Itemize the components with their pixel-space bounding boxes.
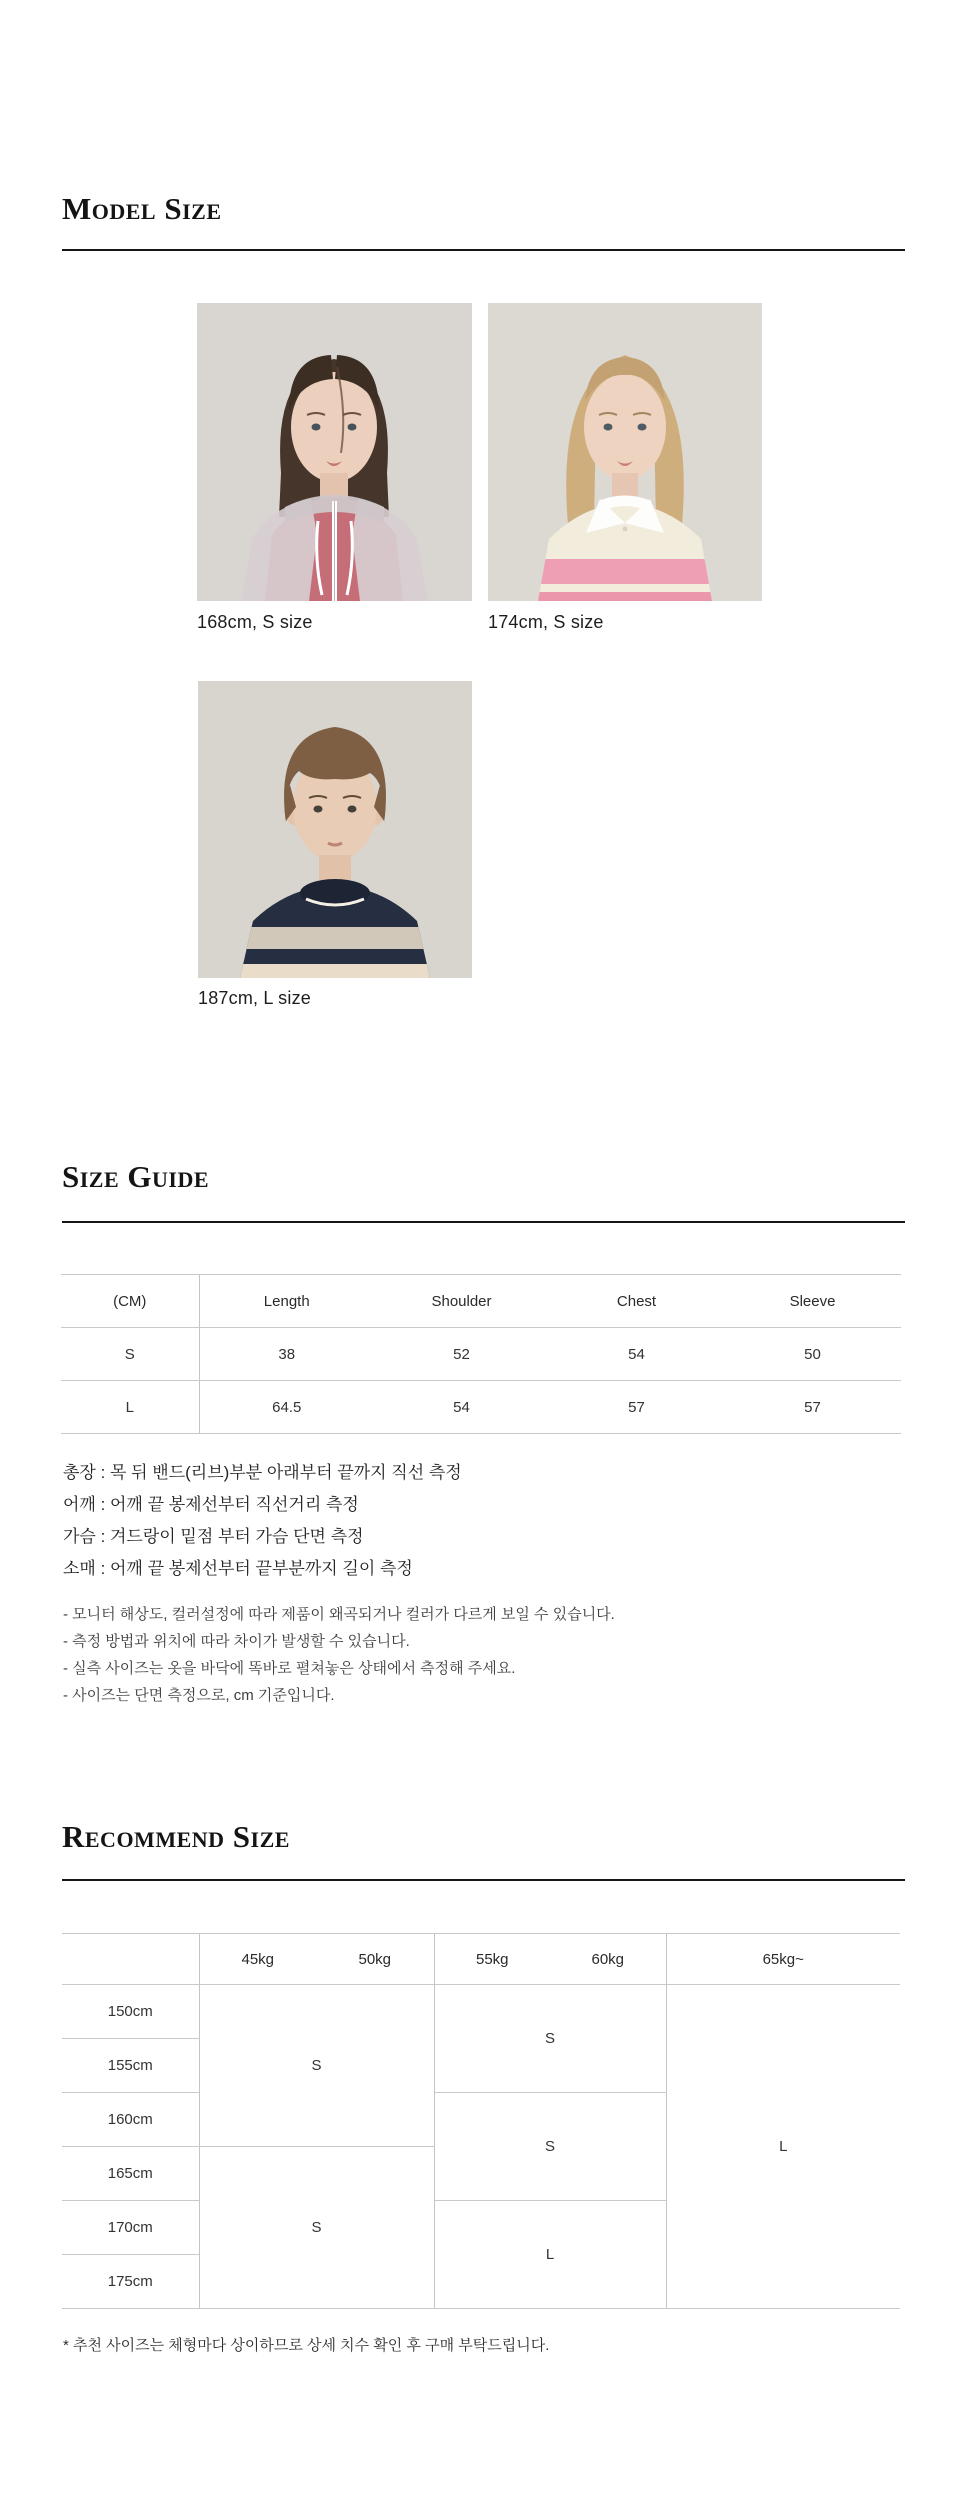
size-guide-col-sleeve: Sleeve	[724, 1275, 901, 1328]
height-label: 160cm	[62, 2093, 199, 2147]
weight-header-50kg: 50kg	[316, 1934, 434, 1985]
size-guide-row-s	[61, 1328, 901, 1381]
recommend-cell: L	[666, 1985, 900, 2309]
disclaimer-notes	[63, 1601, 615, 1709]
table-cell: 50	[724, 1328, 901, 1381]
size-label: S	[61, 1328, 199, 1381]
size-label: L	[61, 1381, 199, 1434]
weight-header-65kg: 65kg~	[666, 1934, 900, 1985]
model-photo-1	[197, 303, 472, 601]
size-guide-col-chest: Chest	[549, 1275, 724, 1328]
measurement-note-sleeve: 소매 : 어깨 끝 봉제선부터 끝부분까지 길이 측정	[63, 1559, 413, 1578]
recommend-size-title: Recommend Size	[62, 1819, 290, 1854]
recommend-cell: S	[434, 2093, 666, 2201]
measurement-note-shoulder: 어깨 : 어깨 끝 봉제선부터 직선거리 측정	[63, 1495, 359, 1514]
measurement-notes	[63, 1457, 462, 1585]
table-cell: 52	[374, 1328, 549, 1381]
measurement-note-chest: 가슴 : 겨드랑이 밑점 부터 가슴 단면 측정	[63, 1527, 364, 1546]
table-cell: 64.5	[199, 1381, 374, 1434]
weight-header-45kg: 45kg	[199, 1934, 316, 1985]
weight-header-60kg: 60kg	[550, 1934, 666, 1985]
size-guide-title: Size Guide	[62, 1159, 210, 1194]
recommend-header-row	[62, 1934, 900, 1985]
disclaimer-note: - 모니터 해상도, 컬러설정에 따라 제품이 왜곡되거나 컬러가 다르게 보일 수 있습니다.	[63, 1606, 615, 1623]
recommend-cell: S	[434, 1985, 666, 2093]
height-label: 155cm	[62, 2039, 199, 2093]
size-guide-row-l	[61, 1381, 901, 1434]
size-guide-unit-header: (CM)	[61, 1275, 199, 1328]
model-caption-2: 174cm, S size	[488, 612, 604, 632]
table-cell: 54	[549, 1328, 724, 1381]
recommend-cell: L	[434, 2201, 666, 2309]
height-label: 170cm	[62, 2201, 199, 2255]
height-label: 175cm	[62, 2255, 199, 2309]
size-guide-table	[61, 1274, 901, 1434]
recommend-cell: S	[199, 1985, 434, 2147]
table-cell: 38	[199, 1328, 374, 1381]
recommend-corner-cell	[62, 1934, 199, 1985]
model-photo-1-illustration	[197, 303, 472, 601]
model-size-divider	[62, 249, 905, 251]
height-label: 150cm	[62, 1985, 199, 2039]
measurement-note-length: 총장 : 목 뒤 밴드(리브)부분 아래부터 끝까지 직선 측정	[63, 1463, 462, 1482]
recommend-size-table	[62, 1933, 900, 2309]
model-caption-1: 168cm, S size	[197, 612, 313, 632]
recommend-footnote: * 추천 사이즈는 체형마다 상이하므로 상세 치수 확인 후 구매 부탁드립니다.	[63, 2337, 550, 2354]
model-photo-2	[488, 303, 762, 601]
recommend-cell: S	[199, 2147, 434, 2309]
size-guide-divider	[62, 1221, 905, 1223]
disclaimer-note: - 측정 방법과 위치에 따라 차이가 발생할 수 있습니다.	[63, 1633, 410, 1650]
height-label: 165cm	[62, 2147, 199, 2201]
model-caption-3: 187cm, L size	[198, 988, 311, 1008]
size-guide-col-length: Length	[199, 1275, 374, 1328]
model-photo-3	[198, 681, 472, 978]
recommend-size-divider	[62, 1879, 905, 1881]
weight-header-55kg: 55kg	[434, 1934, 550, 1985]
model-photo-2-illustration	[488, 303, 762, 601]
size-guide-header-row	[61, 1275, 901, 1328]
table-cell: 54	[374, 1381, 549, 1434]
recommend-row-150cm	[62, 1985, 900, 2039]
table-cell: 57	[549, 1381, 724, 1434]
table-cell: 57	[724, 1381, 901, 1434]
size-guide-col-shoulder: Shoulder	[374, 1275, 549, 1328]
model-size-title: Model Size	[62, 191, 222, 226]
disclaimer-note: - 사이즈는 단면 측정으로, cm 기준입니다.	[63, 1687, 335, 1704]
disclaimer-note: - 실측 사이즈는 옷을 바닥에 똑바로 펼쳐놓은 상태에서 측정해 주세요.	[63, 1660, 516, 1677]
model-photo-3-illustration	[198, 681, 472, 978]
